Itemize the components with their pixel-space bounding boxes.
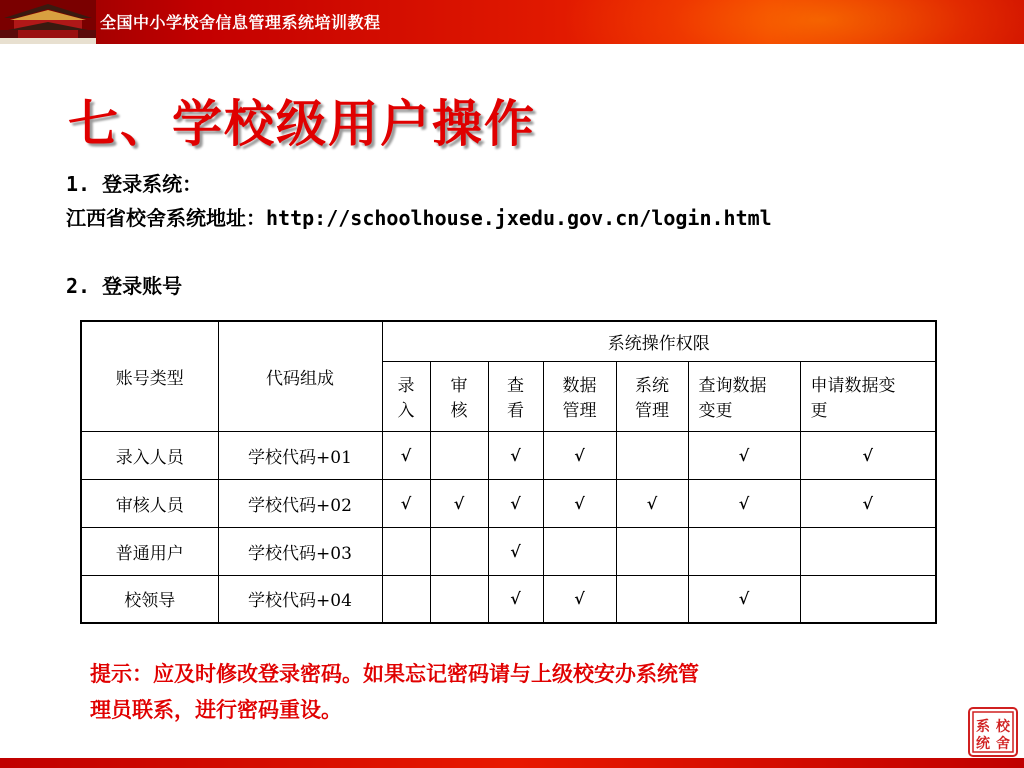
- permission-mark: √: [430, 479, 488, 527]
- perm-col-header: 系统 管理: [616, 361, 688, 431]
- permission-mark: [382, 527, 430, 575]
- perm-col-header: 数据 管理: [543, 361, 616, 431]
- row-code: 学校代码+01: [218, 431, 382, 479]
- permission-mark: √: [688, 431, 800, 479]
- permission-mark: √: [488, 575, 543, 623]
- section1-label: 1. 登录系统：: [66, 172, 203, 196]
- permission-mark: √: [382, 479, 430, 527]
- footer-bar: [0, 758, 1024, 768]
- page-title: 七、学校级用户操作: [68, 94, 536, 153]
- header-banner: [0, 0, 1024, 44]
- svg-text:校: 校: [996, 719, 1010, 735]
- permission-mark: √: [616, 479, 688, 527]
- perm-col-header: 申请数据变 更: [800, 361, 936, 431]
- header-code: 代码组成: [218, 321, 382, 431]
- table-header-row: [81, 321, 936, 361]
- permission-mark: √: [543, 479, 616, 527]
- permission-mark: [800, 527, 936, 575]
- row-code: 学校代码+03: [218, 527, 382, 575]
- permission-mark: √: [543, 431, 616, 479]
- banner-title: 全国中小学校舍信息管理系统培训教程: [100, 13, 381, 32]
- permission-mark: [616, 431, 688, 479]
- tip-line-1: 提示：应及时修改登录密码。如果忘记密码请与上级校安办系统管: [90, 662, 699, 686]
- permission-mark: [430, 527, 488, 575]
- header-permissions: 系统操作权限: [382, 321, 936, 361]
- perm-col-header: 审 核: [430, 361, 488, 431]
- permission-mark: √: [800, 431, 936, 479]
- row-code: 学校代码+02: [218, 479, 382, 527]
- permission-mark: [430, 431, 488, 479]
- seal-logo-icon: [968, 707, 1018, 757]
- password-tip: [90, 656, 930, 728]
- permission-mark: √: [688, 479, 800, 527]
- permission-mark: [616, 575, 688, 623]
- permission-mark: √: [488, 527, 543, 575]
- perm-col-header: 查询数据 变更: [688, 361, 800, 431]
- row-account-type: 校领导: [81, 575, 218, 623]
- svg-text:舍: 舍: [996, 736, 1010, 752]
- table-row: [81, 527, 936, 575]
- system-address: 江西省校舍系统地址：http://schoolhouse.jxedu.gov.cn/login.html: [66, 206, 772, 230]
- palace-icon: [0, 0, 96, 44]
- permission-mark: [800, 575, 936, 623]
- table-row: [81, 479, 936, 527]
- permission-mark: [430, 575, 488, 623]
- permission-mark: √: [543, 575, 616, 623]
- row-account-type: 录入人员: [81, 431, 218, 479]
- row-account-type: 审核人员: [81, 479, 218, 527]
- permission-mark: [382, 575, 430, 623]
- row-account-type: 普通用户: [81, 527, 218, 575]
- perm-col-header: 录 入: [382, 361, 430, 431]
- permission-mark: [688, 527, 800, 575]
- perm-col-header: 查 看: [488, 361, 543, 431]
- header-account-type: 账号类型: [81, 321, 218, 431]
- permission-mark: √: [688, 575, 800, 623]
- table-row: [81, 431, 936, 479]
- permission-mark: √: [800, 479, 936, 527]
- permission-mark: [616, 527, 688, 575]
- section2-label: 2. 登录账号: [66, 274, 183, 298]
- permission-mark: [543, 527, 616, 575]
- permission-mark: √: [488, 479, 543, 527]
- banner-glow: [560, 0, 1024, 44]
- permission-mark: √: [488, 431, 543, 479]
- row-code: 学校代码+04: [218, 575, 382, 623]
- permission-mark: √: [382, 431, 430, 479]
- tip-line-2: 理员联系，进行密码重设。: [90, 698, 342, 722]
- svg-text:系: 系: [976, 719, 990, 735]
- permissions-table: [80, 320, 937, 624]
- table-row: [81, 575, 936, 623]
- svg-text:统: 统: [976, 736, 990, 752]
